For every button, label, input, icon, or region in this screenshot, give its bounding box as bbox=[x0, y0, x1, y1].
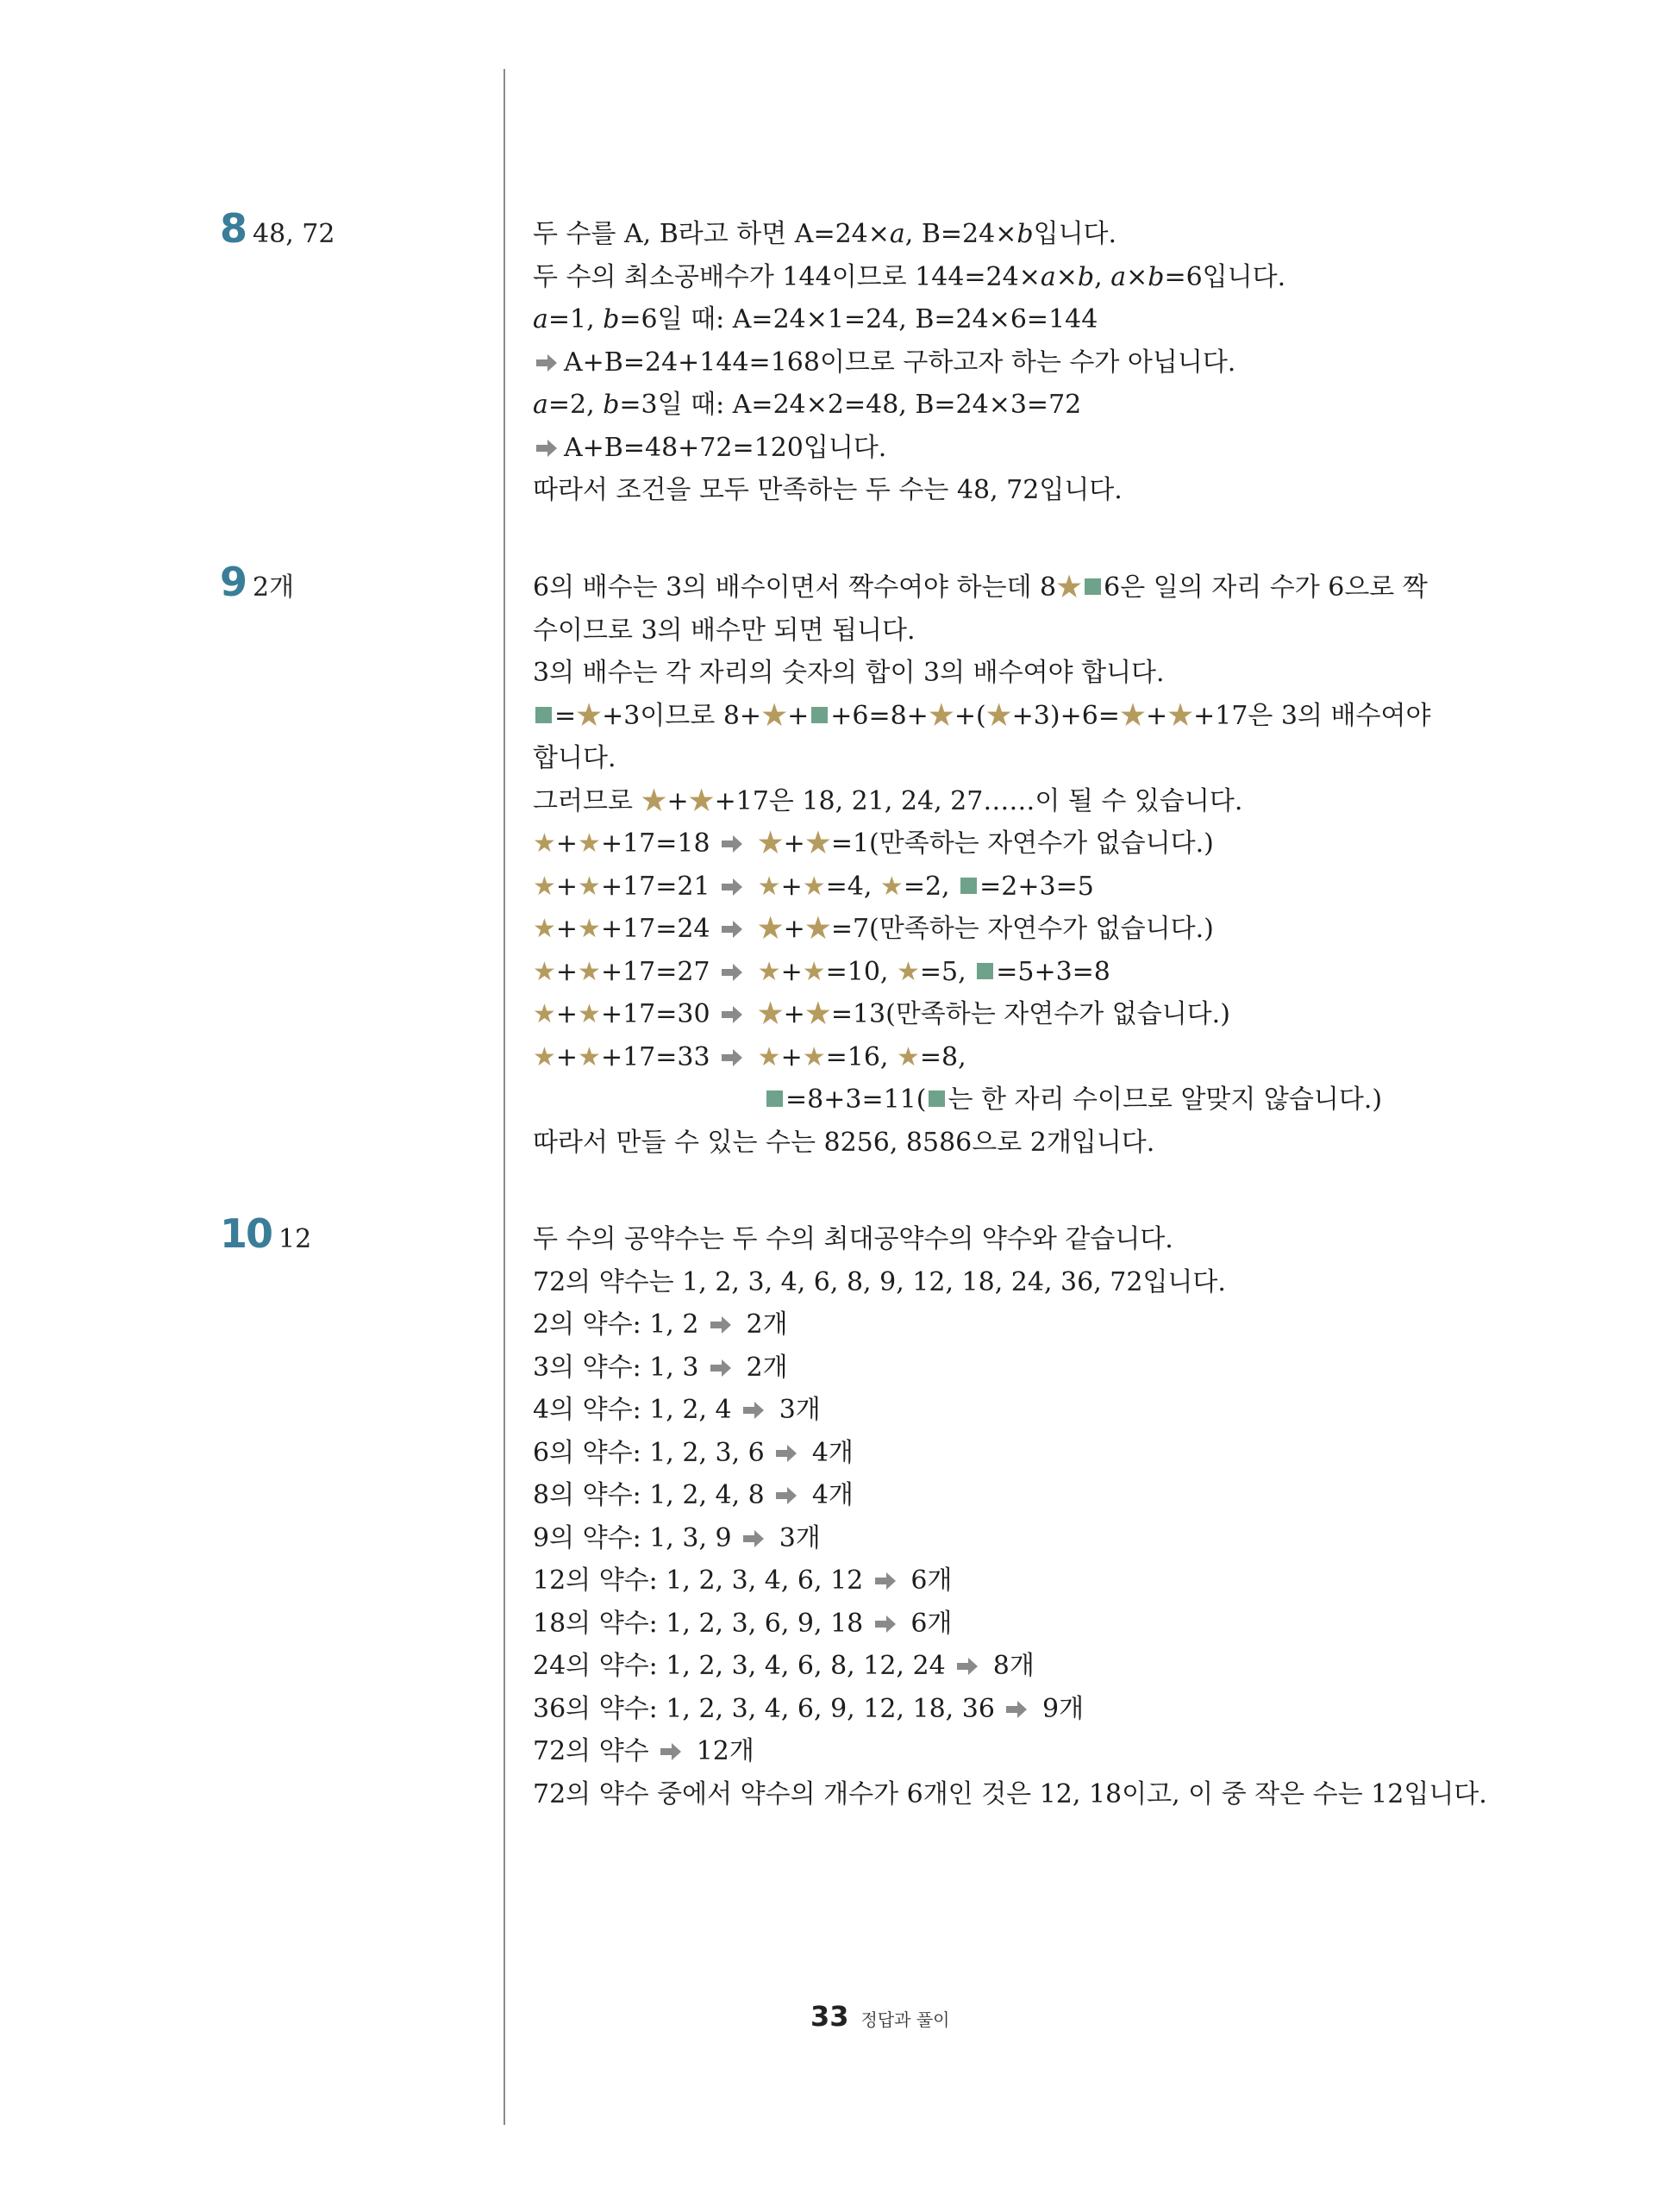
arrow-right-icon bbox=[720, 996, 744, 1016]
solution-line: 따라서 조건을 모두 만족하는 두 수는 48, 72입니다. bbox=[533, 475, 1123, 505]
solution-line: ★+★+17=27 ★+★=10, ★=5, =5+3=8 bbox=[533, 951, 1451, 994]
problem-number: 10 bbox=[220, 1210, 272, 1257]
star-icon: ★ bbox=[533, 956, 556, 987]
arrow-right-icon bbox=[535, 429, 559, 450]
page-label: 정답과 풀이 bbox=[860, 2009, 950, 2030]
star-icon: ★ bbox=[757, 914, 784, 944]
arrow-right-icon bbox=[774, 1434, 798, 1455]
column-divider bbox=[504, 69, 505, 2125]
solution-line: 2의 약수: 1, 2 2개 bbox=[533, 1303, 1451, 1347]
solution-line: a=2, b=3일 때: A=24×2=48, B=24×3=72 bbox=[533, 390, 1082, 420]
star-icon: ★ bbox=[578, 1041, 601, 1072]
solution-line: 9의 약수: 1, 3, 9 3개 bbox=[533, 1517, 1451, 1560]
solution-line: ★+★+17=21 ★+★=4, ★=2, =2+3=5 bbox=[533, 865, 1451, 909]
solution-line: 18의 약수: 1, 2, 3, 6, 9, 18 6개 bbox=[533, 1603, 1451, 1646]
arrow-right-icon bbox=[741, 1391, 766, 1412]
star-icon: ★ bbox=[533, 828, 556, 859]
arrow-right-icon bbox=[873, 1605, 898, 1626]
star-icon: ★ bbox=[804, 999, 831, 1029]
star-icon: ★ bbox=[533, 914, 556, 944]
solution-8 bbox=[533, 213, 1451, 512]
problem-number: 8 bbox=[220, 205, 247, 252]
star-icon: ★ bbox=[757, 871, 781, 902]
arrow-right-icon bbox=[720, 1039, 744, 1059]
star-icon: ★ bbox=[802, 1041, 826, 1072]
star-icon: ★ bbox=[897, 1041, 920, 1072]
square-icon bbox=[535, 707, 552, 723]
solution-line: A+B=48+72=120입니다. bbox=[533, 427, 1451, 470]
arrow-right-icon bbox=[535, 344, 559, 365]
star-icon: ★ bbox=[804, 828, 831, 859]
arrow-right-icon bbox=[720, 868, 744, 889]
problem-answer: 48, 72 bbox=[253, 219, 335, 249]
solution-line: 24의 약수: 1, 2, 3, 4, 6, 8, 12, 24 8개 bbox=[533, 1645, 1451, 1688]
answer-9 bbox=[220, 559, 294, 610]
problem-number: 9 bbox=[220, 559, 247, 605]
star-icon: ★ bbox=[757, 1041, 781, 1072]
square-icon bbox=[929, 1090, 945, 1107]
star-icon: ★ bbox=[1167, 700, 1194, 731]
solution-9 bbox=[533, 566, 1451, 1164]
solution-line: 두 수의 최소공배수가 144이므로 144=24×a×b, a×b=6입니다. bbox=[533, 261, 1286, 292]
arrow-right-icon bbox=[659, 1733, 683, 1753]
solution-line: 36의 약수: 1, 2, 3, 4, 6, 9, 12, 18, 36 9개 bbox=[533, 1688, 1451, 1731]
star-icon: ★ bbox=[802, 956, 826, 987]
star-icon: ★ bbox=[688, 785, 715, 816]
solution-line: 3의 배수는 각 자리의 숫자의 합이 3의 배수여야 합니다. bbox=[533, 658, 1165, 688]
star-icon: ★ bbox=[804, 914, 831, 944]
star-icon: ★ bbox=[802, 871, 826, 902]
solution-line: 두 수의 공약수는 두 수의 최대공약수의 약수와 같습니다. bbox=[533, 1224, 1173, 1254]
star-icon: ★ bbox=[1119, 700, 1146, 731]
star-icon: ★ bbox=[761, 700, 788, 731]
solution-line: 그러므로 ★+★+17은 18, 21, 24, 27……이 될 수 있습니다. bbox=[533, 785, 1243, 816]
solution-line: 6의 약수: 1, 2, 3, 6 4개 bbox=[533, 1432, 1451, 1475]
star-icon: ★ bbox=[576, 700, 603, 731]
star-icon: ★ bbox=[757, 956, 781, 987]
page-number: 33 bbox=[810, 2000, 849, 2033]
arrow-right-icon bbox=[873, 1562, 898, 1583]
arrow-right-icon bbox=[720, 953, 744, 974]
problem-answer: 2개 bbox=[253, 572, 295, 603]
star-icon: ★ bbox=[533, 999, 556, 1029]
arrow-right-icon bbox=[720, 910, 744, 931]
answer-10 bbox=[220, 1210, 311, 1262]
arrow-right-icon bbox=[720, 825, 744, 846]
star-icon: ★ bbox=[578, 956, 601, 987]
answer-8 bbox=[220, 205, 335, 257]
star-icon: ★ bbox=[928, 700, 954, 731]
star-icon: ★ bbox=[757, 999, 784, 1029]
square-icon bbox=[1085, 578, 1101, 595]
solution-line: ★+★+17=18 ★+★=1(만족하는 자연수가 없습니다.) bbox=[533, 822, 1451, 865]
solution-line: =8+3=11( 는 한 자리 수이므로 알맞지 않습니다.) bbox=[533, 1078, 1451, 1122]
solution-line: 12의 약수: 1, 2, 3, 4, 6, 12 6개 bbox=[533, 1559, 1451, 1603]
arrow-right-icon bbox=[709, 1349, 733, 1370]
square-icon bbox=[811, 707, 828, 723]
star-icon: ★ bbox=[578, 871, 601, 902]
arrow-right-icon bbox=[741, 1520, 766, 1540]
solution-line: 8의 약수: 1, 2, 4, 8 4개 bbox=[533, 1474, 1451, 1517]
star-icon: ★ bbox=[578, 828, 601, 859]
arrow-right-icon bbox=[774, 1477, 798, 1497]
solution-line: 4의 약수: 1, 2, 4 3개 bbox=[533, 1389, 1451, 1432]
star-icon: ★ bbox=[578, 999, 601, 1029]
solution-10 bbox=[533, 1218, 1487, 1815]
solution-line: a=1, b=6일 때: A=24×1=24, B=24×6=144 bbox=[533, 304, 1098, 334]
star-icon: ★ bbox=[533, 871, 556, 902]
solution-line: 72의 약수는 1, 2, 3, 4, 6, 8, 9, 12, 18, 24, 36, 72입니다. bbox=[533, 1266, 1226, 1297]
solution-line: A+B=24+144=168이므로 구하고자 하는 수가 아닙니다. bbox=[533, 341, 1451, 384]
star-icon: ★ bbox=[533, 1041, 556, 1072]
star-icon: ★ bbox=[985, 700, 1012, 731]
arrow-right-icon bbox=[709, 1306, 733, 1327]
solution-line: ★+★+17=33 ★+★=16, ★=8, bbox=[533, 1036, 1451, 1079]
square-icon bbox=[960, 878, 977, 894]
square-icon bbox=[766, 1090, 783, 1107]
solution-line: 두 수를 A, B라고 하면 A=24×a, B=24×b입니다. bbox=[533, 219, 1117, 249]
star-icon: ★ bbox=[757, 828, 784, 859]
star-icon: ★ bbox=[641, 785, 667, 816]
solution-line: 따라서 만들 수 있는 수는 8256, 8586으로 2개입니다. bbox=[533, 1127, 1155, 1158]
arrow-right-icon bbox=[1004, 1690, 1029, 1711]
solution-line: =★+3이므로 8+★+ +6=8+★+(★+3)+6=★+★+17은 3의 배수여야 합니다. bbox=[533, 700, 1431, 773]
arrow-right-icon bbox=[955, 1647, 979, 1668]
solution-line: 72의 약수 12개 bbox=[533, 1730, 1451, 1773]
solution-line: 6의 배수는 3의 배수이면서 짝수여야 하는데 8★ 6은 일의 자리 수가 6으로 짝수이므로 3의 배수만 되면 됩니다. bbox=[533, 572, 1428, 646]
solution-line: 72의 약수 중에서 약수의 개수가 6개인 것은 12, 18이고, 이 중 작은 수는 12입니다. bbox=[533, 1778, 1487, 1809]
star-icon: ★ bbox=[1056, 572, 1083, 603]
problem-answer: 12 bbox=[278, 1224, 312, 1254]
solution-line: ★+★+17=24 ★+★=7(만족하는 자연수가 없습니다.) bbox=[533, 908, 1451, 951]
page-footer bbox=[810, 2000, 950, 2033]
star-icon: ★ bbox=[578, 914, 601, 944]
solution-line: ★+★+17=30 ★+★=13(만족하는 자연수가 없습니다.) bbox=[533, 993, 1451, 1036]
star-icon: ★ bbox=[897, 956, 920, 987]
solution-line: 3의 약수: 1, 3 2개 bbox=[533, 1347, 1451, 1390]
square-icon bbox=[977, 963, 993, 979]
star-icon: ★ bbox=[879, 871, 904, 902]
